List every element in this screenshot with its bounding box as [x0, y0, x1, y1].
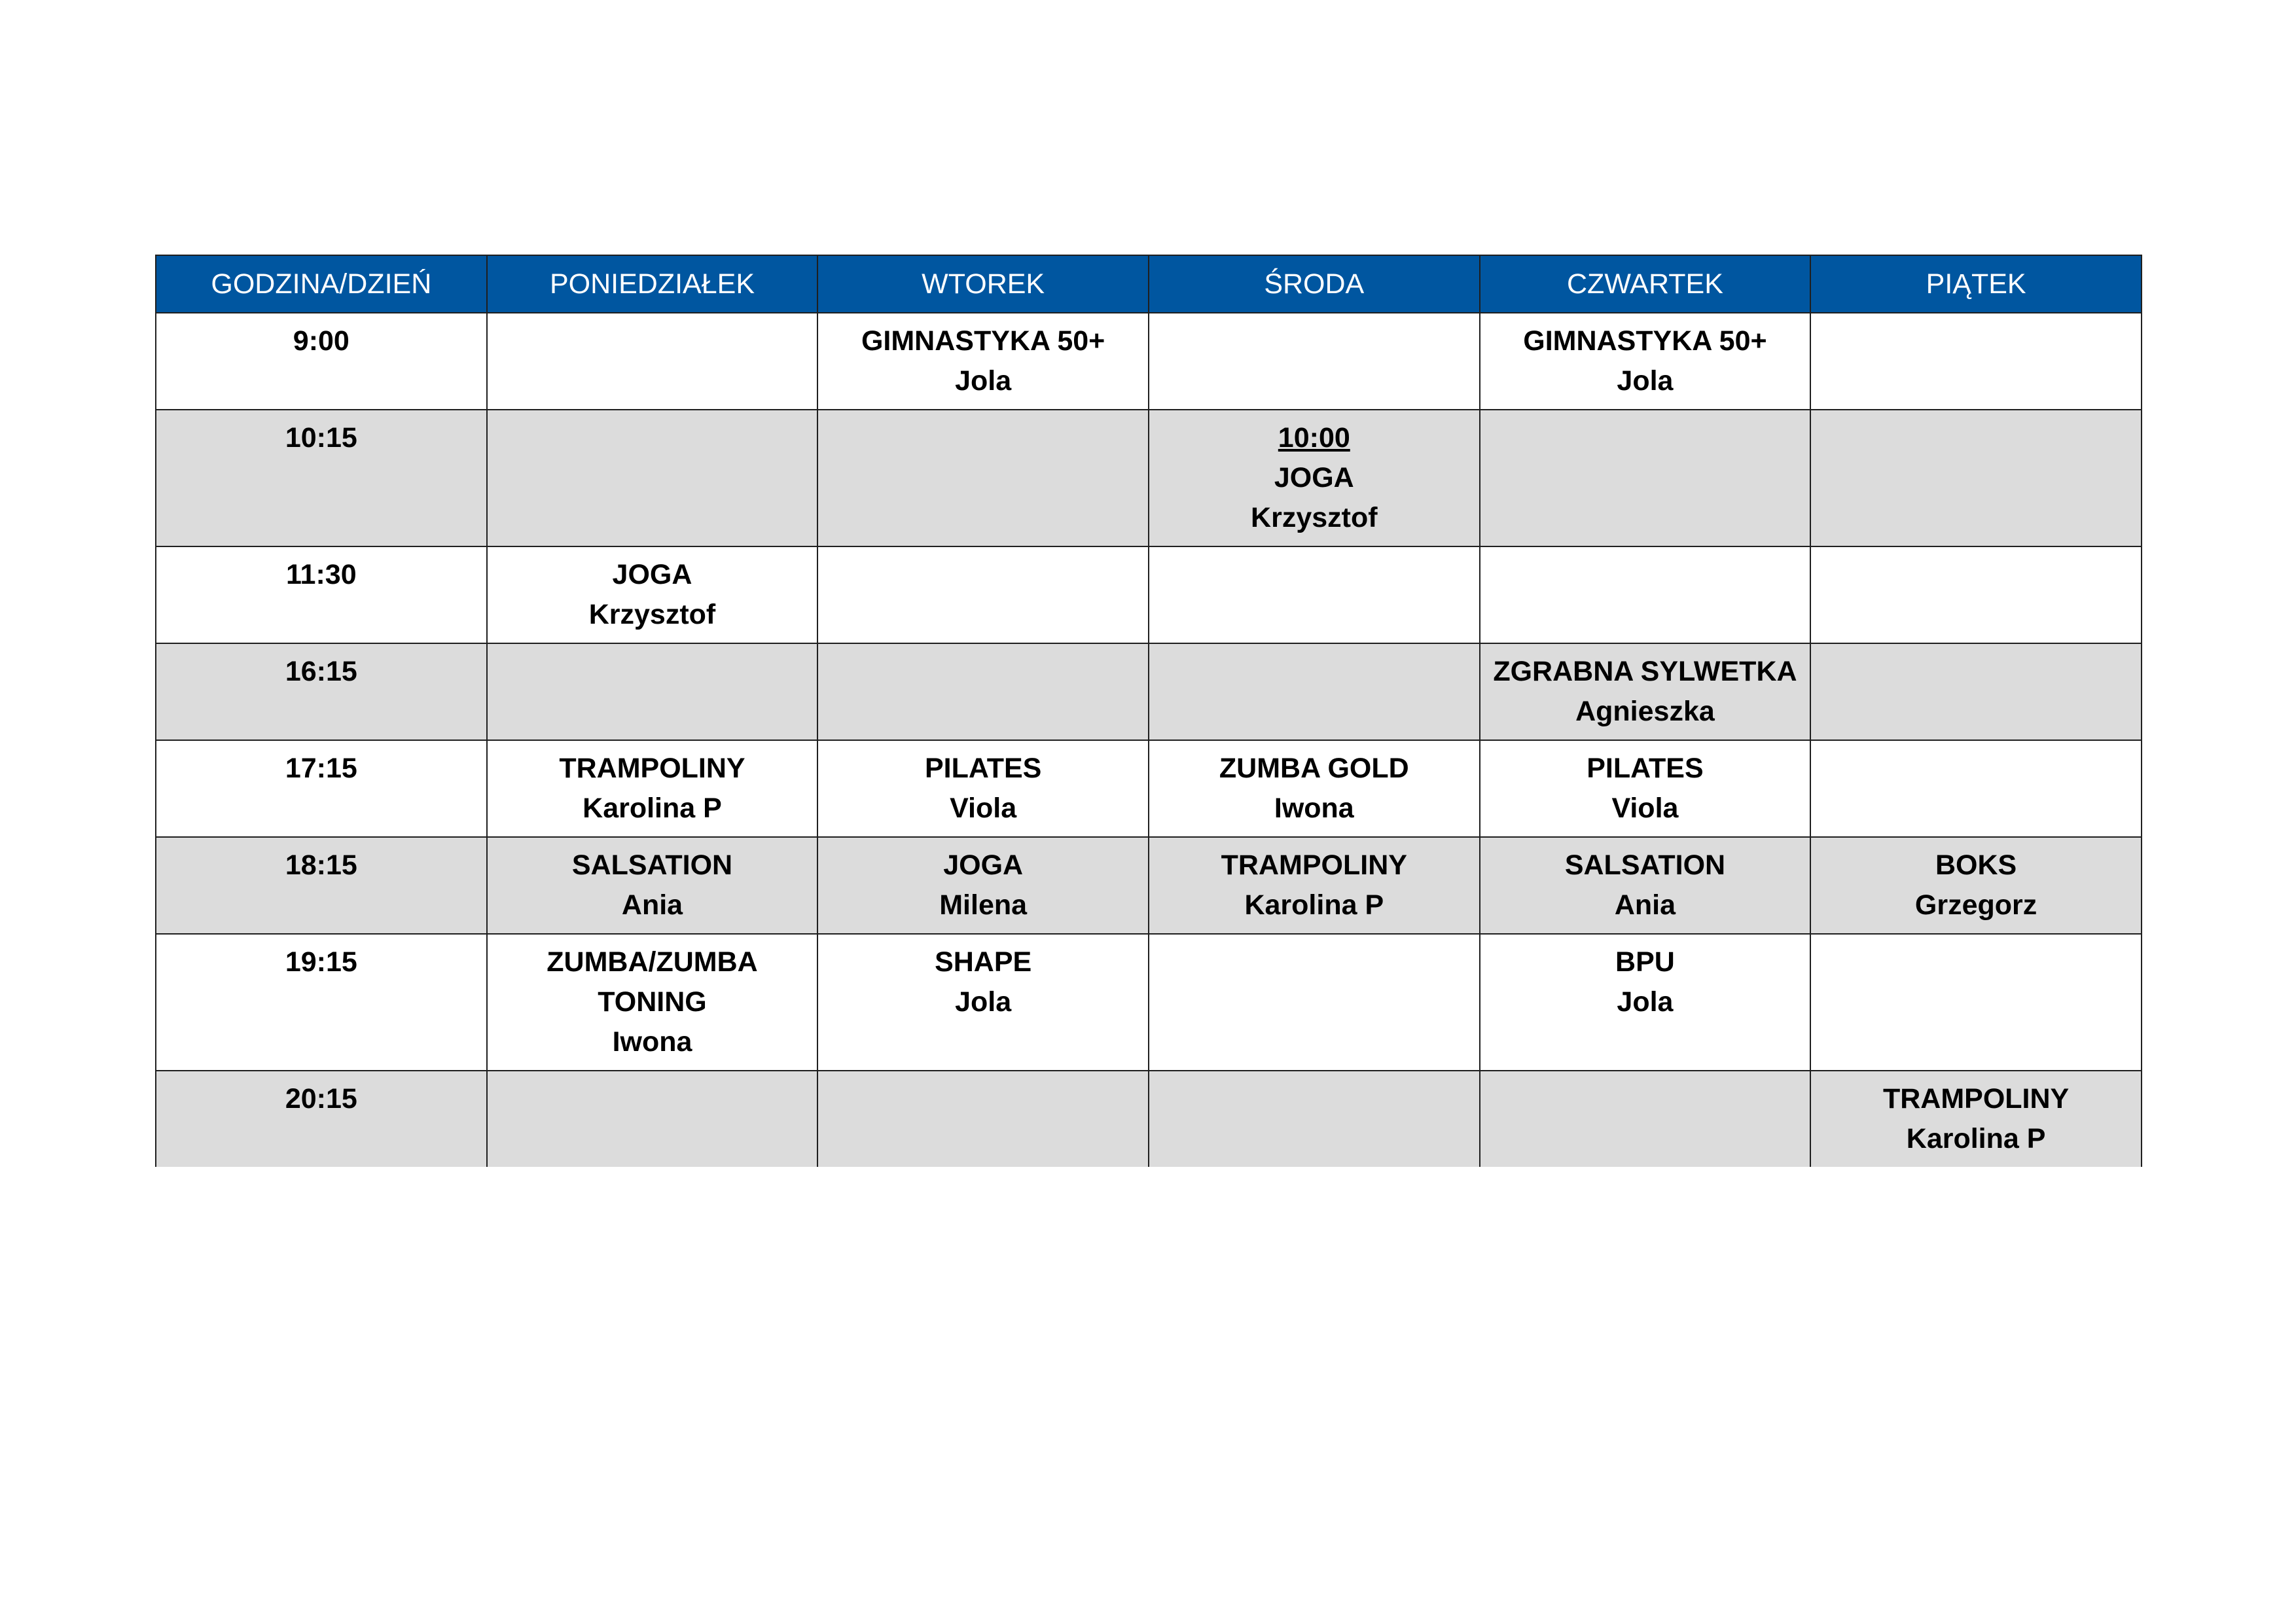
instructor-name: Karolina P — [583, 793, 722, 824]
instructor-name: Viola — [950, 793, 1017, 824]
instructor-name: Viola — [1611, 793, 1679, 824]
header-tuesday: WTOREK — [817, 255, 1149, 313]
class-cell — [1480, 643, 1811, 740]
class-cell — [817, 934, 1149, 1071]
table-row — [156, 1071, 2142, 1167]
class-cell — [817, 837, 1149, 934]
table-row — [156, 410, 2142, 546]
class-cell — [1480, 740, 1811, 837]
class-name-continued: TONING — [598, 986, 707, 1018]
class-name: TRAMPOLINY — [559, 753, 745, 784]
class-cell — [817, 643, 1149, 740]
time-cell — [156, 837, 487, 934]
class-name: JOGA — [943, 849, 1024, 881]
instructor-name: Jola — [955, 365, 1012, 397]
class-cell — [1810, 410, 2142, 546]
class-cell — [817, 740, 1149, 837]
class-cell — [817, 1071, 1149, 1167]
time-cell — [156, 410, 487, 546]
class-cell — [487, 934, 818, 1071]
time-label: 11:30 — [286, 559, 357, 590]
time-label: 16:15 — [285, 656, 357, 687]
class-cell — [1480, 546, 1811, 643]
class-cell — [1480, 313, 1811, 410]
class-cell — [1810, 643, 2142, 740]
time-cell — [156, 546, 487, 643]
class-cell — [1149, 546, 1480, 643]
class-cell — [1480, 410, 1811, 546]
class-cell — [817, 410, 1149, 546]
class-name: ZUMBA/ZUMBA — [547, 946, 758, 978]
time-label: 18:15 — [285, 849, 357, 881]
time-label: 9:00 — [293, 325, 350, 357]
class-cell — [1149, 410, 1480, 546]
instructor-name: Agnieszka — [1575, 696, 1715, 727]
instructor-name: Krzysztof — [588, 599, 716, 630]
class-name: SALSATION — [571, 849, 733, 881]
class-cell — [1149, 740, 1480, 837]
time-cell — [156, 313, 487, 410]
class-cell — [817, 546, 1149, 643]
class-cell — [1810, 1071, 2142, 1167]
instructor-name: Milena — [939, 889, 1028, 921]
instructor-name: Iwona — [612, 1026, 692, 1058]
class-name: TRAMPOLINY — [1221, 849, 1407, 881]
time-label: 19:15 — [285, 946, 357, 978]
class-cell — [1810, 740, 2142, 837]
instructor-name: Jola — [955, 986, 1012, 1018]
table-row — [156, 313, 2142, 410]
class-name: SHAPE — [935, 946, 1032, 978]
header-thursday: CZWARTEK — [1480, 255, 1811, 313]
class-name: BOKS — [1935, 849, 2017, 881]
class-name: ZGRABNA SYLWETKA — [1493, 656, 1797, 687]
time-note: 10:00 — [1278, 422, 1350, 454]
class-cell — [487, 410, 818, 546]
schedule-table — [155, 255, 2142, 1167]
class-name: BPU — [1615, 946, 1675, 978]
header-friday: PIĄTEK — [1810, 255, 2142, 313]
table-row — [156, 546, 2142, 643]
class-cell — [487, 1071, 818, 1167]
instructor-name: Jola — [1617, 986, 1674, 1018]
class-cell — [1480, 837, 1811, 934]
header-row — [156, 255, 2142, 313]
class-cell — [1480, 934, 1811, 1071]
time-cell — [156, 740, 487, 837]
class-cell — [1149, 313, 1480, 410]
class-cell — [1810, 313, 2142, 410]
table-row — [156, 934, 2142, 1071]
instructor-name: Grzegorz — [1914, 889, 2037, 921]
class-name: PILATES — [924, 753, 1042, 784]
class-cell — [487, 546, 818, 643]
table-row — [156, 837, 2142, 934]
instructor-name: Ania — [621, 889, 683, 921]
instructor-name: Iwona — [1274, 793, 1354, 824]
header-monday: PONIEDZIAŁEK — [487, 255, 818, 313]
instructor-name: Ania — [1614, 889, 1676, 921]
class-name: GIMNASTYKA 50+ — [861, 325, 1105, 357]
instructor-name: Karolina P — [1906, 1123, 2046, 1154]
class-name: TRAMPOLINY — [1882, 1083, 2070, 1115]
class-cell — [1149, 837, 1480, 934]
class-cell — [817, 313, 1149, 410]
class-name: JOGA — [612, 559, 692, 590]
class-name: ZUMBA GOLD — [1219, 753, 1409, 784]
instructor-name: Jola — [1617, 365, 1674, 397]
class-name: GIMNASTYKA 50+ — [1523, 325, 1767, 357]
time-label: 10:15 — [285, 422, 357, 454]
table-row — [156, 740, 2142, 837]
time-cell — [156, 934, 487, 1071]
instructor-name: Karolina P — [1244, 889, 1384, 921]
class-name: SALSATION — [1564, 849, 1726, 881]
class-name: JOGA — [1274, 462, 1354, 493]
class-cell — [1149, 643, 1480, 740]
header-time-day: GODZINA/DZIEŃ — [156, 255, 487, 313]
class-cell — [487, 740, 818, 837]
header-wednesday: ŚRODA — [1149, 255, 1480, 313]
class-cell — [1149, 1071, 1480, 1167]
class-cell — [487, 837, 818, 934]
table-row — [156, 643, 2142, 740]
instructor-name: Krzysztof — [1251, 502, 1378, 533]
time-cell — [156, 643, 487, 740]
time-cell — [156, 1071, 487, 1167]
class-cell — [1810, 934, 2142, 1071]
class-cell — [1480, 1071, 1811, 1167]
time-label: 17:15 — [285, 753, 357, 784]
class-cell — [487, 643, 818, 740]
class-name: PILATES — [1587, 753, 1704, 784]
class-cell — [1810, 546, 2142, 643]
class-cell — [487, 313, 818, 410]
time-label: 20:15 — [285, 1083, 357, 1115]
class-cell — [1810, 837, 2142, 934]
class-cell — [1149, 934, 1480, 1071]
